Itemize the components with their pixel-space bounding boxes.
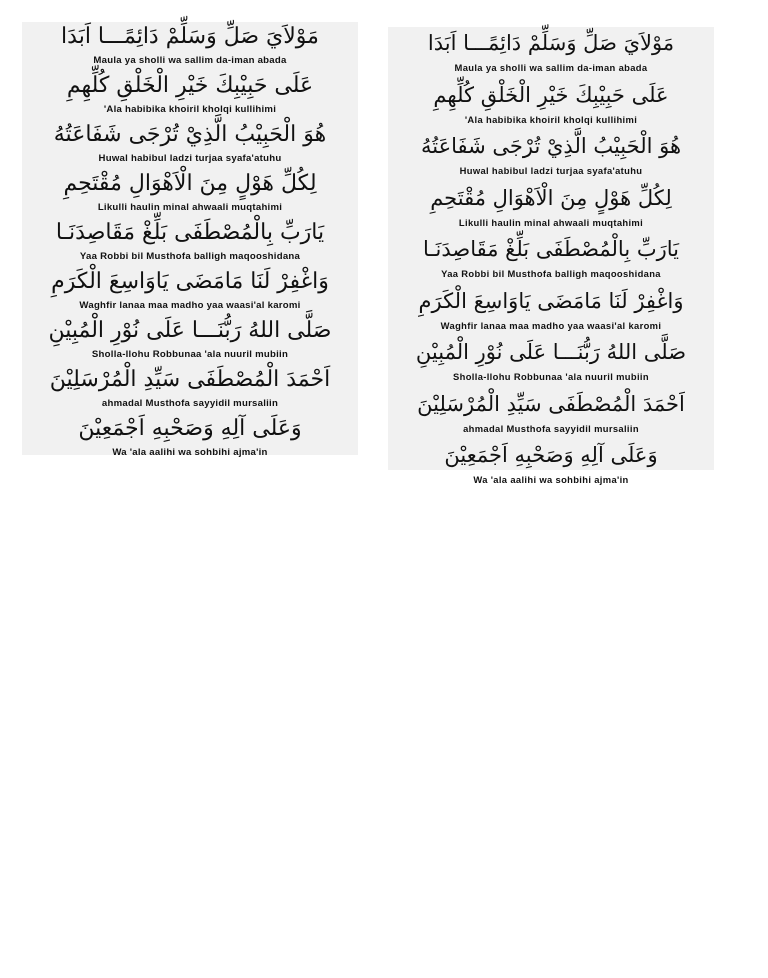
verse-3 xyxy=(22,120,358,169)
transliteration-line: Maula ya sholli wa sallim da-iman abada xyxy=(93,55,287,66)
lyrics-image-left xyxy=(22,22,358,458)
verse-5 xyxy=(388,233,714,285)
verse-1 xyxy=(22,22,358,71)
arabic-line: مَوْلاَيَ صَلِّ وَسَلِّمْ دَائِمًـــا اَبَدَا xyxy=(61,24,319,49)
transliteration-line: Wa 'ala aalihi wa sohbihi ajma'in xyxy=(473,474,629,485)
transliteration-line: Waghfir lanaa maa madho yaa waasi'al karomi xyxy=(79,300,301,311)
arabic-line: صَلَّى اللهُ رَبُّنَـــا عَلَى نُوْرِ الْمُبِيْنِ xyxy=(48,318,332,343)
transliteration-line: 'Ala habibika khoiril kholqi kullihimi xyxy=(464,113,638,125)
transliteration-line: Likulli haulin minal ahwaali muqtahimi xyxy=(97,202,283,213)
arabic-line: وَعَلَى آلِهِ وَصَحْبِهِ اَجْمَعِيْنَ xyxy=(78,416,302,441)
arabic-line: هُوَ الْحَبِيْبُ الَّذِيْ تُرْجَى شَفَاعَتُهُ xyxy=(53,122,327,147)
verse-4 xyxy=(388,182,714,234)
transliteration-line: Sholla-llohu Robbunaa 'ala nuuril mubiin xyxy=(453,371,649,382)
verse-7 xyxy=(388,336,714,388)
verse-list xyxy=(388,27,714,491)
transliteration-line: Likulli haulin minal ahwaali muqtahimi xyxy=(458,216,644,228)
verse-6 xyxy=(22,267,358,316)
verse-8 xyxy=(22,365,358,414)
transliteration-line: 'Ala habibika khoiril kholqi kullihimi xyxy=(103,104,277,115)
arabic-line: لِكُلِّ هَوْلٍ مِنَ الْاَهْوَالِ مُقْتَحِمِ xyxy=(63,171,317,196)
arabic-line: عَلَى حَبِيْبِكَ خَيْرِ الْخَلْقِ كُلِّهِمِ xyxy=(66,73,314,98)
verse-2 xyxy=(388,79,714,131)
arabic-line: هُوَ الْحَبِيْبُ الَّذِيْ تُرْجَى شَفَاعَتُهُ xyxy=(420,134,682,158)
arabic-line: اَحْمَدَ الْمُصْطَفَى سَيِّدِ الْمُرْسَلِيْنَ xyxy=(417,391,685,416)
verse-2 xyxy=(22,71,358,120)
transliteration-line: Yaa Robbi bil Musthofa balligh maqooshidana xyxy=(441,268,661,279)
verse-5 xyxy=(22,218,358,267)
arabic-line: وَاغْفِرْ لَنَا مَامَضَى يَاوَاسِعَ الْكَرَمِ xyxy=(51,269,329,294)
transliteration-line: Yaa Robbi bil Musthofa balligh maqooshidana xyxy=(79,251,301,262)
arabic-line: وَاغْفِرْ لَنَا مَامَضَى يَاوَاسِعَ الْكَرَمِ xyxy=(418,288,684,313)
transliteration-line: Waghfir lanaa maa madho yaa waasi'al karomi xyxy=(440,319,662,331)
verse-4 xyxy=(22,169,358,218)
transliteration-line: Huwal habibul ladzi turjaa syafa'atuhu xyxy=(459,165,643,176)
arabic-line: وَعَلَى آلِهِ وَصَحْبِهِ اَجْمَعِيْنَ xyxy=(444,443,658,467)
transliteration-line: Huwal habibul ladzi turjaa syafa'atuhu xyxy=(98,153,282,164)
arabic-line: مَوْلاَيَ صَلِّ وَسَلِّمْ دَائِمًـــا اَبَدَا xyxy=(427,31,675,55)
transliteration-line: Wa 'ala aalihi wa sohbihi ajma'in xyxy=(112,447,268,458)
arabic-line: اَحْمَدَ الْمُصْطَفَى سَيِّدِ الْمُرْسَلِيْنَ xyxy=(49,367,331,392)
arabic-line: صَلَّى اللهُ رَبُّنَـــا عَلَى نُوْرِ الْمُبِيْنِ xyxy=(415,340,687,364)
lyrics-image-right xyxy=(388,27,714,485)
verse-list xyxy=(22,22,358,463)
transliteration-line: Maula ya sholli wa sallim da-iman abada xyxy=(454,62,648,73)
arabic-line: لِكُلِّ هَوْلٍ مِنَ الْاَهْوَالِ مُقْتَحِمِ xyxy=(430,185,672,210)
arabic-line: عَلَى حَبِيْبِكَ خَيْرِ الْخَلْقِ كُلِّهِمِ xyxy=(433,82,669,107)
verse-8 xyxy=(388,388,714,440)
verse-3 xyxy=(388,130,714,182)
arabic-line: يَارَبِّ بِالْمُصْطَفَى بَلِّغْ مَقَاصِدَنَـا xyxy=(55,220,325,245)
verse-6 xyxy=(388,285,714,337)
transliteration-line: ahmadal Musthofa sayyidil mursaliin xyxy=(101,398,279,409)
arabic-line: يَارَبِّ بِالْمُصْطَفَى بَلِّغْ مَقَاصِدَنَـا xyxy=(422,237,680,261)
transliteration-line: ahmadal Musthofa sayyidil mursaliin xyxy=(463,422,639,434)
verse-7 xyxy=(22,316,358,365)
verse-9 xyxy=(22,414,358,463)
verse-1 xyxy=(388,27,714,79)
transliteration-line: Sholla-llohu Robbunaa 'ala nuuril mubiin xyxy=(91,349,289,360)
verse-9 xyxy=(388,439,714,491)
